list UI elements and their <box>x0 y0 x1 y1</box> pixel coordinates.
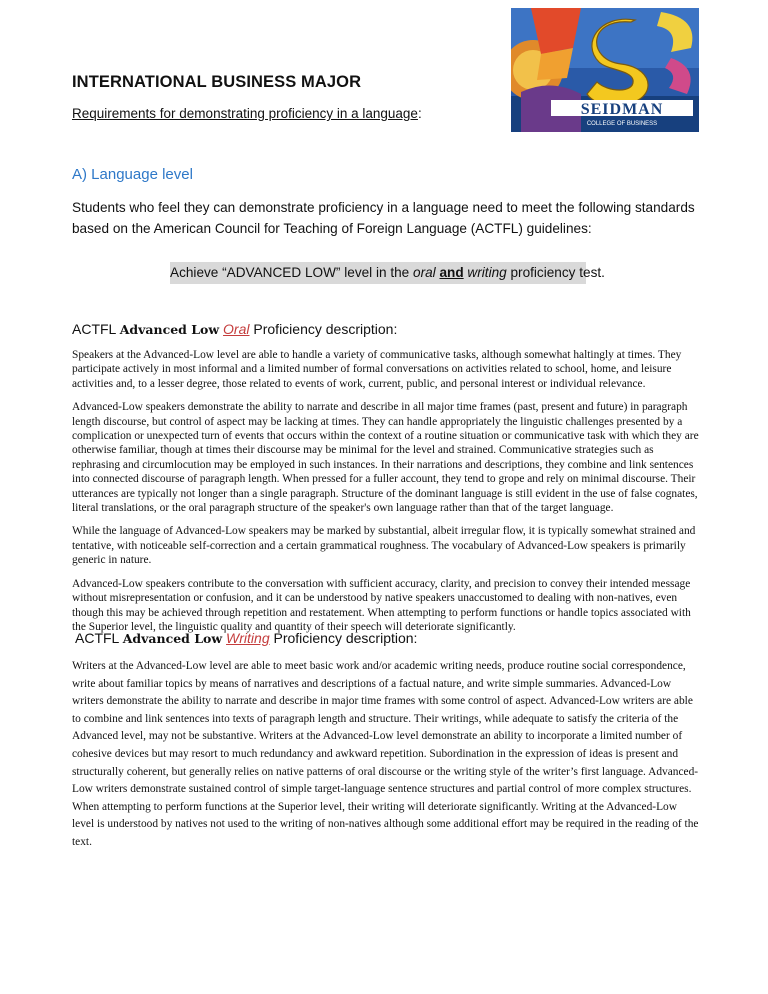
requirements-text: Requirements for demonstrating proficiency in a language <box>72 106 418 121</box>
writing-paragraph: Writers at the Advanced-Low level are able to meet basic work and/or academic writing needs, produce routine social correspondence, write about familiar topics by means of narratives and descriptions of a factual nature, and write simple summaries. Advanced-Low writers demonstrate the ability to narrate and describe in major time frames with some control of aspect. Advanced-Low writers are able to combine and link sentences into texts of paragraph length and structure. Their writings, while adequate to satisfy the criteria of the Advanced level, may not be substantive. Writers at the Advanced-Low level demonstrate an ability to incorporate a limited number of cohesive devices but may resort to much redundancy and awkward repetition. Subordination in the expression of ideas is present and structurally coherent, but generally relies on native patterns of oral discourse or the writing style of the writer’s first language. Advanced-Low writers demonstrate sustained control of simple target-language sentence structures and partial control of more complex structures. When attempting to perform functions at the Superior level, their writing will deteriorate significantly. Writing at the Advanced-Low level is understood by natives not used to the writing of non-natives although some additional effort may be required in the reading of the text. <box>72 660 699 848</box>
section-a-intro: Students who feel they can demonstrate proficiency in a language need to meet the following standards based on the American Council for Teaching of Foreign Language (ACTFL) guidelines: <box>72 200 695 236</box>
requirements-colon: : <box>417 106 422 121</box>
banner-post: proficiency test. <box>506 265 605 280</box>
oral-description <box>72 348 700 643</box>
section-a-heading: A) Language level <box>72 166 193 183</box>
logo-seidman-text: SEIDMAN <box>580 101 664 118</box>
writing-heading-post: Proficiency description: <box>269 630 418 646</box>
oral-heading-key: Oral <box>223 321 250 337</box>
writing-heading-em: Advanced Low <box>122 631 223 646</box>
oral-paragraph: Advanced-Low speakers demonstrate the ability to narrate and describe in all major time frames (past, present and future) in paragraph length discourse, but control of aspect may be lacking at times. They can handle appropriately the linguistic challenges presented by a complication or unexpected turn of events that occurs within the context of a routine situation or communicative task with which they are otherwise familiar, though at times their discourse may be minimal for the level and strained. Communicative strategies such as rephrasing and circumlocution may be employed in such instances. In their narrations and descriptions, they combine and link sentences into connected discourse of paragraph length. When pressed for a fuller account, they tend to grope and rely on minimal discourse. Their utterances are typically not longer than a single paragraph. Structure of the dominant language is still evident in the use of false cognates, literal translations, or the oral paragraph structure of the speaker's own language rather than that of the target language. <box>72 401 699 515</box>
oral-paragraph: Speakers at the Advanced-Low level are able to handle a variety of communicative tasks, although somewhat haltingly at times. They participate actively in most informal and a limited number of formal conversations on activities related to school, home, and leisure activities and, to a lesser degree, those related to events of work, current, public, and personal interest or individual relevance. <box>72 349 682 390</box>
oral-paragraph: Advanced-Low speakers contribute to the conversation with sufficient accuracy, clarity, and precision to convey their intended message without misrepresentation or confusion, and it can be understood by native speakers unaccustomed to dealing with non-natives, even though this may be achieved through repetition and restatement. When attempting to perform functions or handle topics associated with the Superior level, the linguistic quality and quantity of their speech will deteriorate significantly. <box>72 577 691 633</box>
seidman-logo-image <box>511 8 699 132</box>
oral-paragraph: While the language of Advanced-Low speakers may be marked by substantial, albeit irregular flow, it is typically somewhat strained and tentative, with noticeable self-correction and a certain grammatical roughness. The vocabulary of Advanced-Low speakers is primarily generic in nature. <box>72 525 696 567</box>
oral-heading-post: Proficiency description: <box>249 321 398 337</box>
banner-pre: Achieve “ADVANCED LOW” level in the <box>170 265 414 280</box>
requirements-line <box>72 106 422 121</box>
writing-heading <box>75 630 417 646</box>
oral-heading-pre: ACTFL <box>72 321 120 337</box>
logo-subtext: COLLEGE OF BUSINESS <box>586 121 658 127</box>
banner-oral: oral <box>413 265 436 280</box>
oral-heading <box>72 321 397 337</box>
writing-heading-key: Writing <box>226 630 270 646</box>
banner-writing: writing <box>467 265 507 280</box>
writing-heading-pre: ACTFL <box>75 630 123 646</box>
page-title: INTERNATIONAL BUSINESS MAJOR <box>72 73 362 91</box>
oral-heading-em: Advanced Low <box>119 322 220 337</box>
writing-description <box>72 658 700 861</box>
banner-and: and <box>439 265 464 280</box>
requirement-banner <box>170 262 605 284</box>
